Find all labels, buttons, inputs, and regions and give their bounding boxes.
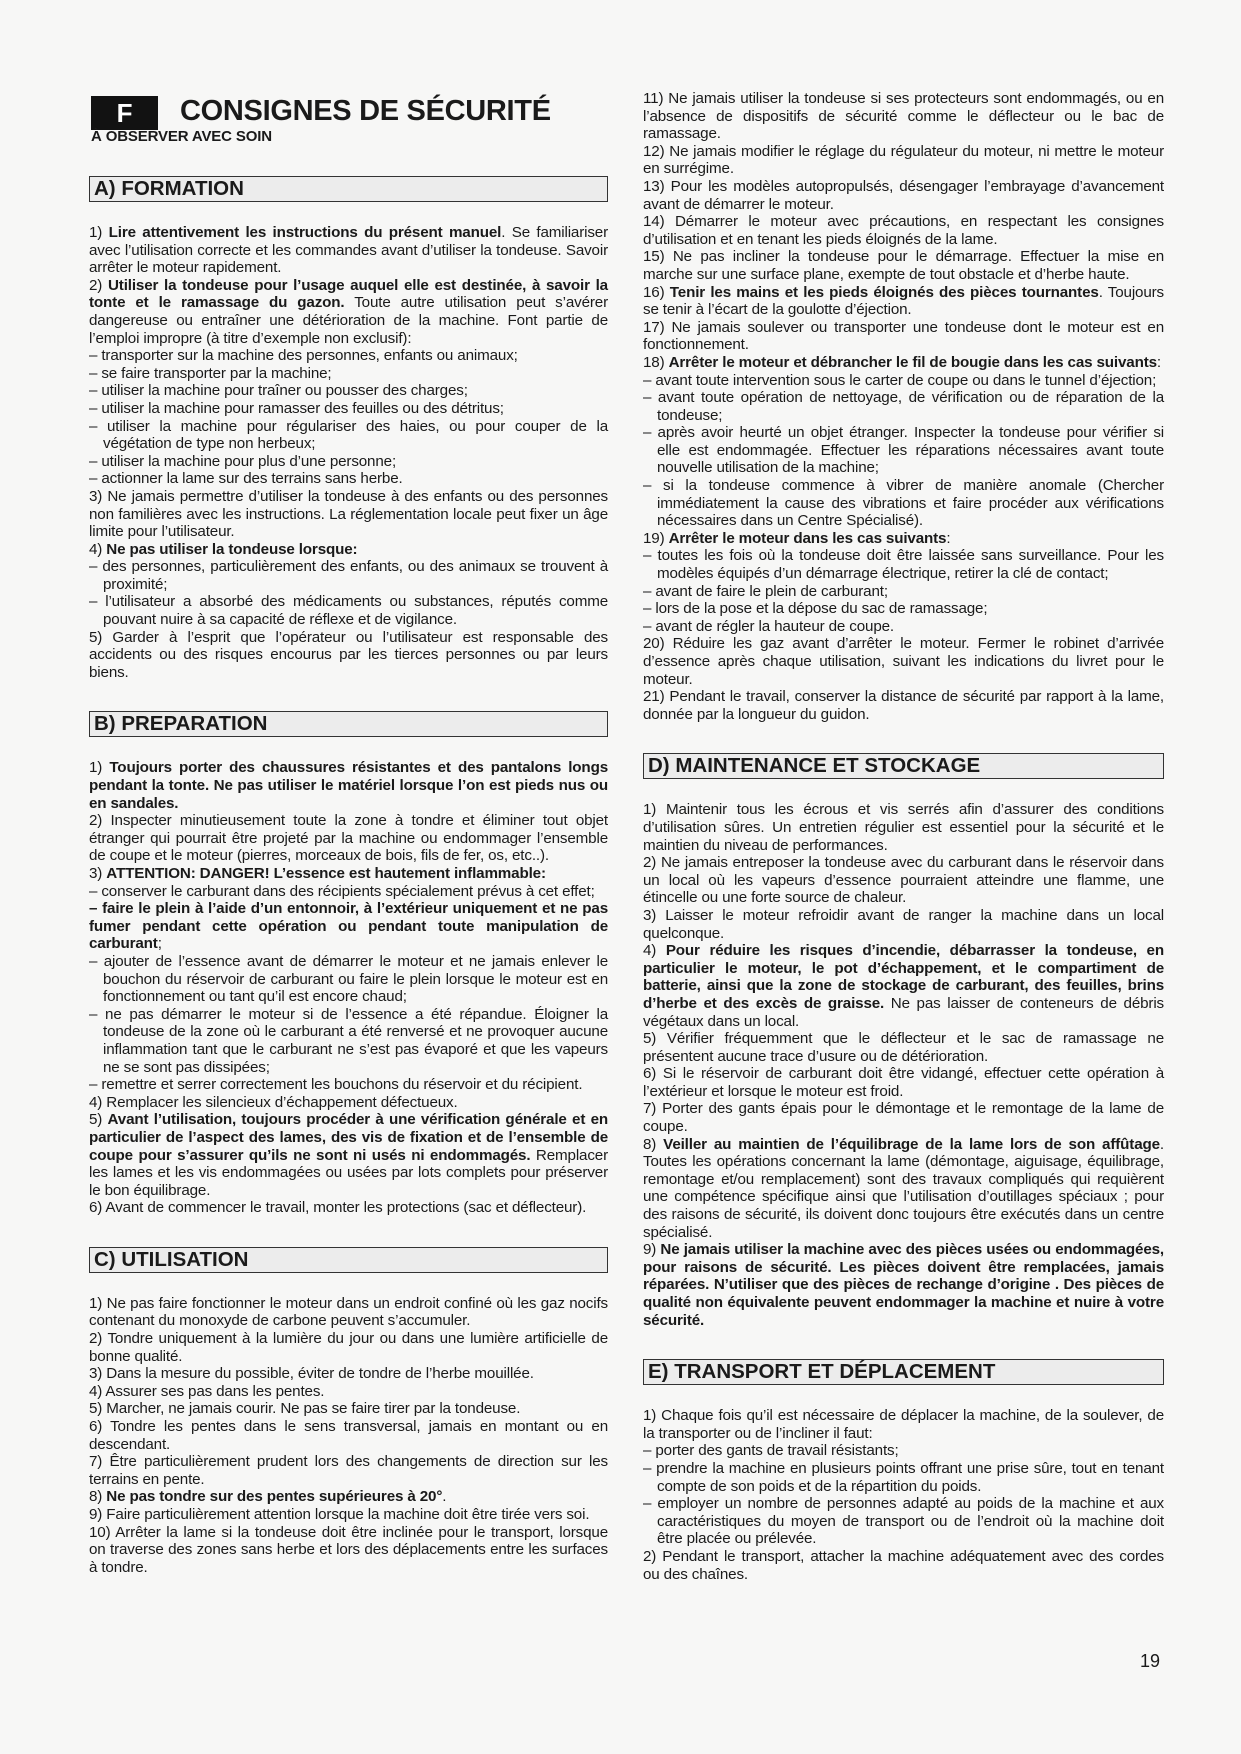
section-c-heading: C) UTILISATION (89, 1247, 608, 1273)
section-c-item-18: 18) Arrêter le moteur et débrancher le fil de bougie dans les cas suivants: (643, 353, 1161, 371)
section-c-item-21: 21) Pendant le travail, conserver la distance de sécurité par rapport à la lame, donnée par la longueur du guidon. (643, 688, 1164, 723)
section-c-item: 15) Ne pas incliner la tondeuse pour le démarrage. Effectuer la mise en marche sur une surface plane, exempte de tout obstacle et d’herbe haute. (643, 248, 1164, 283)
section-d-item-4: 4) Pour réduire les risques d’incendie, débarrasser la tondeuse, en particulier le moteur, le pot d’échappement, et le compartiment de batterie, ainsi que la zone de stockage de carburant, des feuilles, brins d’herbe et des excès de graisse. Ne pas laisser de conteneurs de débris végétaux dans un local. (643, 942, 1164, 1030)
list-item: – porter des gants de travail résistants; (643, 1442, 899, 1460)
section-c-item: 9) Faire particulièrement attention lorsque la machine doit être tirée vers soi. (89, 1506, 590, 1523)
section-e-item-1: 1) Chaque fois qu’il est nécessaire de déplacer la machine, de la soulever, de la transporter ou de l’incliner il faut: (643, 1407, 1164, 1442)
document-header (89, 88, 608, 146)
section-c-item: 3) Dans la mesure du possible, éviter de tondre de l’herbe mouillée. (89, 1365, 534, 1383)
list-item: – remettre et serrer correctement les bouchons du réservoir et du récipient. (89, 1076, 583, 1094)
section-c-item: 10) Arrêter la lame si la tondeuse doit être inclinée pour le transport, lorsque on traverse des zones sans herbe et lors des déplacements entre les surfaces à tondre. (89, 1523, 608, 1576)
section-d-item-8: 8) Veiller au maintien de l’équilibrage de la lame lors de son affûtage. Toutes les opérations concernant la lame (démontage, aiguisage, équilibrage, remontage et/ou remplacement) sont des travaux compliqués qui requièrent une compétence spécifique ainsi que l’utilisation d’outillages spéciaux ; pour des raisons de sécurité, ils doivent donc toujours être exécutés dans un centre spécialisé. (643, 1135, 1164, 1241)
section-a-item-4: 4) Ne pas utiliser la tondeuse lorsque: (89, 540, 358, 558)
section-a-item-5: 5) Garder à l’esprit que l’opérateur ou l’utilisateur est responsable des accidents ou des risques encourus par les tierces personnes ou par leurs biens. (89, 628, 608, 681)
section-c-item: 6) Tondre les pentes dans le sens transversal, jamais en montant ou en descendant. (89, 1418, 608, 1453)
section-c-item: 11) Ne jamais utiliser la tondeuse si ses protecteurs sont endommagés, ou en l’absence de dispositifs de sécurité comme le déflecteur ou le bac de ramassage. (643, 90, 1164, 143)
section-d-item-3: 3) Laisser le moteur refroidir avant de ranger la machine dans un local quelconque. (643, 906, 1164, 942)
list-item: – avant de faire le plein de carburant; (643, 582, 888, 600)
list-item: – ne pas démarrer le moteur si de l’essence a été répandue. Éloigner la tondeuse de la zone où le carburant a été renversé et ne provoquer aucune inflammation tant que le carburant ne s’est pas évaporé et que les vapeurs ne se sont pas dissipées; (89, 1005, 608, 1076)
page-title: CONSIGNES DE SÉCURITÉ (180, 95, 551, 127)
list-item: – transporter sur la machine des personnes, enfants ou animaux; (89, 347, 518, 365)
list-item: – utiliser la machine pour ramasser des feuilles ou des détritus; (89, 399, 504, 417)
section-c-item: 12) Ne jamais modifier le réglage du régulateur du moteur, ni mettre le moteur en surrégime. (643, 142, 1164, 178)
section-c-item-19: 19) Arrêter le moteur dans les cas suivants: (643, 529, 951, 547)
list-item: – si la tondeuse commence à vibrer de manière anomale (Chercher immédiatement la cause des vibrations et faire procéder aux vérifications nécessaires dans un Centre Spécialisé). (643, 477, 1164, 530)
section-c-item: 14) Démarrer le moteur avec précautions, en respectant les consignes d’utilisation et en tenant les pieds éloignés de la lame. (643, 213, 1164, 248)
page-subtitle: À OBSERVER AVEC SOIN (91, 128, 272, 145)
section-b-heading: B) PREPARATION (89, 711, 608, 737)
section-d-item-7: 7) Porter des gants épais pour le démontage et le remontage de la lame de coupe. (643, 1100, 1164, 1136)
section-c-item: 2) Tondre uniquement à la lumière du jour ou dans une lumière artificielle de bonne qualité. (89, 1330, 608, 1365)
list-item: – prendre la machine en plusieurs points offrant une prise sûre, tout en tenant compte de son poids et de la répartition du poids. (643, 1459, 1164, 1495)
left-column (89, 88, 608, 1576)
section-c-item-20: 20) Réduire les gaz avant d’arrêter le moteur. Fermer le robinet d’arrivée d’essence après chaque utilisation, suivant les indications du livret pour le moteur. (643, 635, 1164, 688)
language-badge: F (91, 96, 158, 130)
section-c-item-8: 8) Ne pas tondre sur des pentes supérieures à 20°. (89, 1488, 447, 1506)
list-item: – toutes les fois où la tondeuse doit être laissée sans surveillance. Pour les modèles équipés d’un démarrage électrique, retirer la clé de contact; (643, 547, 1164, 583)
list-item: – ajouter de l’essence avant de démarrer le moteur et ne jamais enlever le bouchon du réservoir de carburant ou faire le plein lorsque le moteur est en fonctionnement ou tant qu’il est encore chaud; (89, 952, 608, 1006)
section-c-item: 4) Assurer ses pas dans les pentes. (89, 1382, 325, 1400)
list-item: – avant de régler la hauteur de coupe. (643, 617, 894, 635)
list-item: – se faire transporter par la machine; (89, 364, 332, 382)
section-c-item: 7) Être particulièrement prudent lors des changements de direction sur les terrains en pente. (89, 1453, 608, 1488)
section-c-item-16: 16) Tenir les mains et les pieds éloignés des pièces tournantes. Toujours se tenir à l’écart de la goulotte d’éjection. (643, 283, 1164, 319)
section-d-item-5: 5) Vérifier fréquemment que le déflecteur et le sac de ramassage ne présentent aucune trace d’usure ou de détérioration. (643, 1030, 1164, 1065)
section-d-heading: D) MAINTENANCE ET STOCKAGE (643, 753, 1164, 779)
section-a-item-3: 3) Ne jamais permettre d’utiliser la tondeuse à des enfants ou des personnes non familières avec les instructions. La réglementation locale peut fixer un âge limite pour l’utilisateur. (89, 487, 608, 541)
list-item: – lors de la pose et la dépose du sac de ramassage; (643, 600, 988, 618)
section-b-item-2: 2) Inspecter minutieusement toute la zone à tondre et éliminer tout objet étranger qui pourrait être projeté par la machine ou endommager l’ensemble de coupe et le moteur (pierres, morceaux de bois, fils de fer, os, etc..). (89, 812, 608, 865)
list-item: – employer un nombre de personnes adapté au poids de la machine et aux caractéristiques du moyen de transport ou de l’endroit où la machine doit être placée ou prélevée. (643, 1495, 1164, 1548)
section-b-item-6: 6) Avant de commencer le travail, monter les protections (sac et déflecteur). (89, 1199, 587, 1217)
section-b-item-5: 5) Avant l’utilisation, toujours procéder à une vérification générale et en particulier de l’aspect des lames, des vis de fixation et de l’ensemble de coupe pour s’assurer qu’ils ne sont ni usés ni endommagés. Remplacer les lames et les vis endommagées ou usées par lots complets pour préserver le bon équilibrage. (89, 1111, 608, 1199)
page-number: 19 (1140, 1651, 1161, 1671)
section-a-item-1: 1) Lire attentivement les instructions du présent manuel. Se familiariser avec l’utilisation correcte et les commandes avant d’utiliser la tondeuse. Savoir arrêter le moteur rapidement. (89, 224, 609, 277)
section-d-item-2: 2) Ne jamais entreposer la tondeuse avec du carburant dans le réservoir dans un local où les vapeurs d’essence pourraient atteindre une flamme, une étincelle ou une forte source de chaleur. (643, 854, 1164, 907)
list-item: – utiliser la machine pour régulariser des haies, ou pour couper de la végétation de type non herbeux; (89, 417, 608, 453)
list-item: – actionner la lame sur des terrains sans herbe. (89, 470, 403, 488)
section-d-item-1: 1) Maintenir tous les écrous et vis serrés afin d’assurer des conditions d’utilisation sûres. Un entretien régulier est essentiel pour la sécurité et le maintien du niveau de performances. (643, 801, 1164, 854)
list-item: – des personnes, particulièrement des enfants, ou des animaux se trouvent à proximité; (89, 558, 608, 593)
list-item: – avant toute opération de nettoyage, de vérification ou de réparation de la tondeuse; (643, 389, 1164, 424)
list-item: – l’utilisateur a absorbé des médicaments ou substances, réputés comme pouvant nuire à sa capacité de réflexe et de vigilance. (89, 593, 608, 629)
section-a-heading: A) FORMATION (89, 176, 608, 202)
right-column (643, 90, 1164, 1583)
list-item: – faire le plein à l’aide d’un entonnoir, à l’extérieur uniquement et ne pas fumer pendant cette opération ou pendant toute manipulation de carburant; (89, 900, 608, 953)
section-b-item-3: 3) ATTENTION: DANGER! L’essence est hautement inflammable: (89, 865, 546, 882)
section-c-item: 13) Pour les modèles autopropulsés, désengager l’embrayage d’avancement avant de démarrer le moteur. (643, 177, 1164, 213)
list-item: – conserver le carburant dans des récipients spécialement prévus à cet effet; (89, 882, 595, 900)
list-item: – utiliser la machine pour traîner ou pousser des charges; (89, 382, 468, 400)
list-item: – après avoir heurté un objet étranger. Inspecter la tondeuse pour vérifier si elle est endommagée. Effectuer les réparations nécessaires avant toute nouvelle utilisation de la machine; (643, 424, 1164, 477)
section-d-item-9: 9) Ne jamais utiliser la machine avec des pièces usées ou endommagées, pour raisons de sécurité. Les pièces doivent être remplacées, jamais réparées. N’utiliser que des pièces de rechange d’origine . Des pièces de qualité non équivalente peuvent endommager la machine et nuire à votre sécurité. (643, 1241, 1164, 1329)
list-item: – utiliser la machine pour plus d’une personne; (89, 452, 397, 470)
section-b-item-1: 1) Toujours porter des chaussures résistantes et des pantalons longs pendant la tonte. Ne pas utiliser le matériel lorsque l’on est pieds nus ou en sandales. (89, 759, 608, 812)
list-item: – avant toute intervention sous le carter de coupe ou dans le tunnel d’éjection; (643, 371, 1157, 389)
section-c-item-17: 17) Ne jamais soulever ou transporter une tondeuse dont le moteur est en fonctionnement. (643, 318, 1164, 354)
section-c-item: 1) Ne pas faire fonctionner le moteur dans un endroit confiné où les gaz nocifs contenant du monoxyde de carbone peuvent s’accumuler. (89, 1294, 608, 1330)
section-e-item-2: 2) Pendant le transport, attacher la machine adéquatement avec des cordes ou des chaînes. (643, 1547, 1164, 1583)
section-d-item-6: 6) Si le réservoir de carburant doit être vidangé, effectuer cette opération à l’extérieur et lorsque le moteur est froid. (643, 1065, 1164, 1100)
section-b-item-4: 4) Remplacer les silencieux d’échappement défectueux. (89, 1093, 458, 1111)
section-c-item: 5) Marcher, ne jamais courir. Ne pas se faire tirer par la tondeuse. (89, 1400, 521, 1418)
section-e-heading: E) TRANSPORT ET DÉPLACEMENT (643, 1359, 1164, 1385)
section-a-item-2: 2) Utiliser la tondeuse pour l’usage auquel elle est destinée, à savoir la tonte et le ramassage du gazon. Toute autre utilisation peut s’avérer dangereuse ou entraîner une détérioration de la machine. Font partie de l’emploi impropre (à titre d’exemple non exclusif): (89, 276, 608, 347)
